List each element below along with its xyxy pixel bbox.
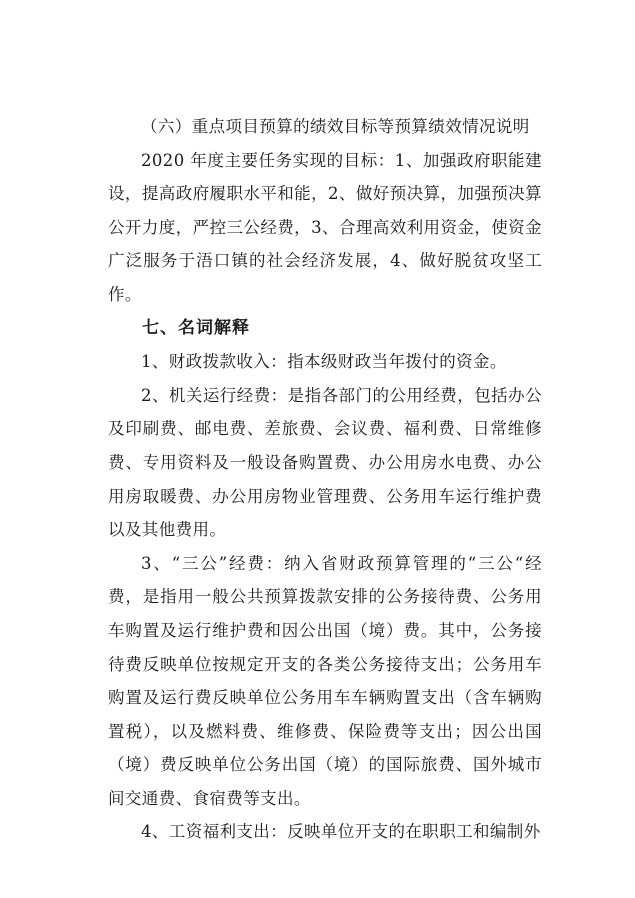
section-7-heading: 七、名词解释 [142,317,250,338]
term-4-paragraph: 4、工资福利支出：反映单位开支的在职职工和编制外 [141,822,541,842]
document-body [108,110,542,849]
term-2-paragraph: 2、机关运行经费：是指各部门的公用经费，包括办公及印刷费、邮电费、差旅费、会议费、福利费、日常维修费、专用资料及一般设备购置费、办公用房水电费、办公用房取暖费、办公用房物业管理费、公务用车运行维护费以及其他费用。 [108,385,542,540]
term-1-paragraph: 1、财政拨款收入：指本级财政当年拨付的资金。 [141,352,507,372]
goals-paragraph: 2020 年度主要任务实现的目标：1、加强政府职能建设，提高政府履职水平和能，2、做好预决算，加强预决算公开力度，严控三公经费，3、合理高效利用资金，使资金广泛服务于浯口镇的社会经济发展，4、做好脱贫攻坚工作。 [108,150,542,304]
term-3-paragraph: 3、“三公”经费：纳入省财政预算管理的“三公“经费，是指用一般公共预算拨款安排的公务接待费、公务用车购置及运行维护费和因公出国（境）费。其中，公务接待费反映单位按规定开支的各类公务接待支出；公务用车购置及运行费反映单位公务用车车辆购置支出（含车辆购置税），以及燃料费、维修费、保险费等支出；因公出国（境）费反映单位公务出国（境）的国际旅费、国外城市间交通费、食宿费等支出。 [108,553,542,808]
section-6-title: （六）重点项目预算的绩效目标等预算绩效情况说明 [141,117,530,136]
